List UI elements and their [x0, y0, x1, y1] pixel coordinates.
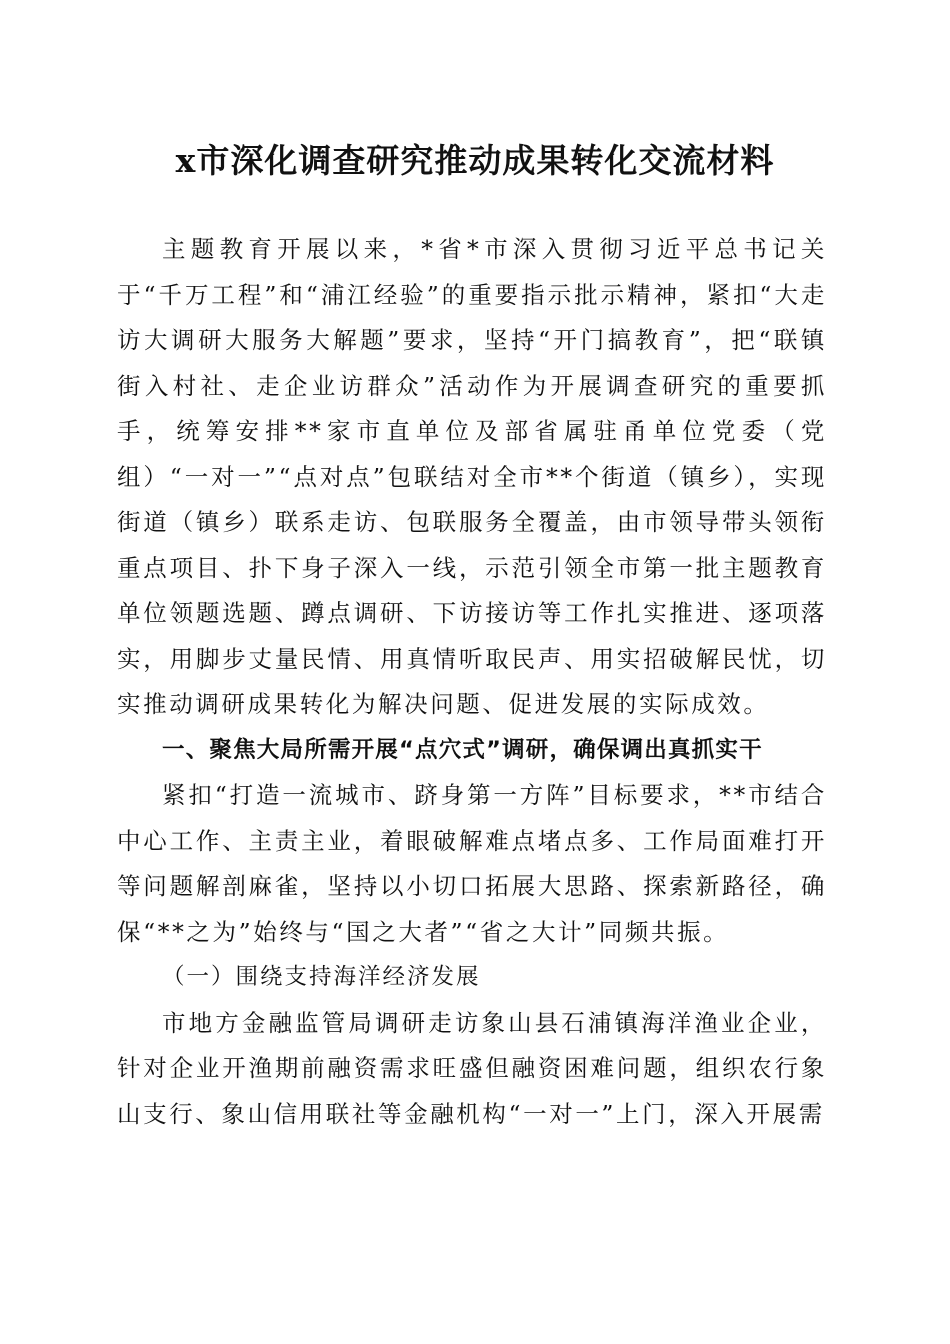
intro-paragraph: 主题教育开展以来，*省*市深入贯彻习近平总书记关于“千万工程”和“浦江经验”的重要指示批示精神，紧扣“大走访大调研大服务大解题”要求，坚持“开门搞教育”，把“联镇街入村社、走企业访群众”活动作为开展调查研究的重要抓手，统筹安排**家市直单位及部省属驻甬单位党委（党组）“一对一”“点对点”包联结对全市**个街道（镇乡），实现街道（镇乡）联系走访、包联服务全覆盖，由市领导带头领衔重点项目、扑下身子深入一线，示范引领全市第一批主题教育单位领题选题、蹲点调研、下访接访等工作扎实推进、逐项落实，用脚步丈量民情、用真情听取民声、用实招破解民忧，切实推动调研成果转化为解决问题、促进发展的实际成效。: [117, 235, 827, 718]
document-body: [117, 227, 827, 1137]
subsection-1-paragraph: 市地方金融监管局调研走访象山县石浦镇海洋渔业企业，针对企业开渔期前融资需求旺盛但融资困难问题，组织农行象山支行、象山信用联社等金融机构“一对一”上门，深入开展需: [117, 1008, 827, 1128]
section-1-paragraph: 紧扣“打造一流城市、跻身第一方阵”目标要求，**市结合中心工作、主责主业，着眼破解难点堵点多、工作局面难打开等问题解剖麻雀，坚持以小切口拓展大思路、探索新路径，确保“**之为”始终与“国之大者”“省之大计”同频共振。: [117, 781, 827, 946]
subsection-1-heading: （一）围绕支持海洋经济发展: [162, 964, 481, 990]
document-title: x市深化调查研究推动成果转化交流材料: [175, 141, 775, 180]
section-1-heading: 一、聚焦大局所需开展“点穴式”调研，确保调出真抓实干: [162, 736, 763, 763]
